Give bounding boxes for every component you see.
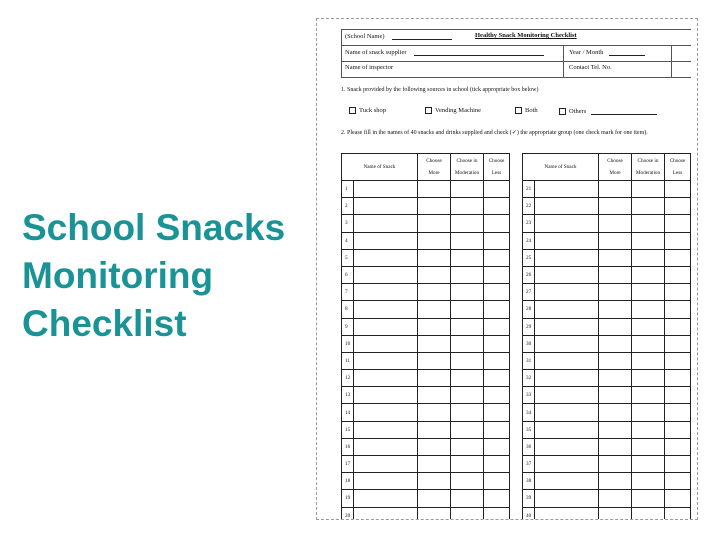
snack-name-cell[interactable] — [535, 490, 599, 507]
header-name-of-snack: Name of Snack — [342, 154, 418, 181]
choose-moderation-cell[interactable] — [451, 232, 484, 249]
row-number: 26 — [523, 266, 535, 283]
row-number: 3 — [342, 215, 354, 232]
contact-label: Contact Tel. No. — [569, 64, 612, 71]
row-number: 27 — [523, 284, 535, 301]
choose-moderation-cell[interactable] — [632, 181, 665, 198]
table-row — [523, 318, 691, 335]
choose-moderation-cell[interactable] — [451, 421, 484, 438]
table-row — [342, 438, 510, 455]
snack-name-cell[interactable] — [535, 198, 599, 215]
question-2: 2. Please fill in the names of 40 snacks and drinks supplied and check (✓) the appropriate group (one check mark for one item). — [341, 130, 648, 136]
choose-more-cell[interactable] — [418, 266, 451, 283]
choose-moderation-cell[interactable] — [632, 438, 665, 455]
choose-moderation-cell[interactable] — [451, 490, 484, 507]
choose-more-cell[interactable] — [418, 335, 451, 352]
choose-less-cell[interactable] — [484, 370, 510, 387]
choose-moderation-cell[interactable] — [451, 198, 484, 215]
table-row — [342, 284, 510, 301]
choose-less-cell[interactable] — [665, 249, 691, 266]
table-row — [523, 421, 691, 438]
row-number: 11 — [342, 352, 354, 369]
row-number: 8 — [342, 301, 354, 318]
choose-moderation-cell[interactable] — [451, 249, 484, 266]
choose-more-cell[interactable] — [418, 232, 451, 249]
choose-moderation-cell[interactable] — [632, 507, 665, 520]
choose-more-cell[interactable] — [599, 507, 632, 520]
table-row — [342, 249, 510, 266]
form-header — [341, 29, 691, 77]
choose-more-cell[interactable] — [599, 421, 632, 438]
choose-less-cell[interactable] — [484, 284, 510, 301]
row-number: 5 — [342, 249, 354, 266]
choose-more-cell[interactable] — [418, 215, 451, 232]
table-row — [523, 266, 691, 283]
snack-name-cell[interactable] — [354, 215, 418, 232]
snack-name-cell[interactable] — [354, 370, 418, 387]
row-number: 21 — [523, 181, 535, 198]
choose-more-cell[interactable] — [599, 404, 632, 421]
option-both[interactable]: Both — [515, 107, 538, 114]
snack-name-cell[interactable] — [535, 387, 599, 404]
choose-more-cell[interactable] — [599, 284, 632, 301]
checkbox-icon[interactable] — [425, 107, 432, 114]
snack-supplier-line — [414, 48, 544, 56]
table-row — [342, 507, 510, 520]
snack-name-cell[interactable] — [354, 352, 418, 369]
choose-moderation-cell[interactable] — [451, 266, 484, 283]
choose-moderation-cell[interactable] — [451, 438, 484, 455]
table-row — [523, 387, 691, 404]
choose-more-cell[interactable] — [418, 421, 451, 438]
choose-more-cell[interactable] — [418, 352, 451, 369]
snack-name-cell[interactable] — [354, 181, 418, 198]
snack-name-cell[interactable] — [354, 507, 418, 520]
row-number: 30 — [523, 335, 535, 352]
header-choose-less: Choose Less — [484, 154, 510, 181]
month-label: Year / Month — [569, 49, 604, 56]
header-choose-more: Choose More — [418, 154, 451, 181]
snack-name-cell[interactable] — [535, 181, 599, 198]
snack-name-cell[interactable] — [354, 456, 418, 473]
choose-less-cell[interactable] — [484, 473, 510, 490]
table-row — [523, 335, 691, 352]
snack-name-cell[interactable] — [354, 490, 418, 507]
choose-moderation-cell[interactable] — [632, 456, 665, 473]
snack-name-cell[interactable] — [535, 318, 599, 335]
table-row — [342, 370, 510, 387]
option-vending-machine[interactable]: Vending Machine — [425, 107, 481, 114]
row-number: 24 — [523, 232, 535, 249]
choose-moderation-cell[interactable] — [632, 301, 665, 318]
choose-moderation-cell[interactable] — [451, 215, 484, 232]
choose-moderation-cell[interactable] — [632, 473, 665, 490]
snack-name-cell[interactable] — [535, 284, 599, 301]
snack-name-cell[interactable] — [354, 266, 418, 283]
slide-title-line-2: Monitoring — [22, 255, 214, 296]
choose-more-cell[interactable] — [418, 249, 451, 266]
row-number: 16 — [342, 438, 354, 455]
choose-less-cell[interactable] — [484, 266, 510, 283]
choose-more-cell[interactable] — [418, 456, 451, 473]
snack-name-cell[interactable] — [354, 404, 418, 421]
table-row — [342, 215, 510, 232]
choose-more-cell[interactable] — [599, 198, 632, 215]
choose-moderation-cell[interactable] — [632, 318, 665, 335]
choose-moderation-cell[interactable] — [451, 387, 484, 404]
row-number: 4 — [342, 232, 354, 249]
row-number: 14 — [342, 404, 354, 421]
choose-less-cell[interactable] — [665, 438, 691, 455]
header-choose-moderation: Choose in Moderation — [632, 154, 665, 181]
row-number: 39 — [523, 490, 535, 507]
table-row — [342, 181, 510, 198]
choose-less-cell[interactable] — [484, 490, 510, 507]
choose-more-cell[interactable] — [418, 198, 451, 215]
snack-name-cell[interactable] — [354, 438, 418, 455]
row-number: 28 — [523, 301, 535, 318]
table-body-left — [342, 181, 510, 521]
choose-moderation-cell[interactable] — [451, 404, 484, 421]
school-name-label: (School Name) — [345, 33, 385, 40]
choose-less-cell[interactable] — [484, 249, 510, 266]
table-row — [342, 198, 510, 215]
choose-more-cell[interactable] — [599, 473, 632, 490]
table-row — [342, 404, 510, 421]
table-row — [342, 456, 510, 473]
option-tuck-shop[interactable]: Tuck shop — [349, 107, 386, 114]
choose-less-cell[interactable] — [665, 335, 691, 352]
row-number: 13 — [342, 387, 354, 404]
choose-less-cell[interactable] — [484, 335, 510, 352]
row-number: 29 — [523, 318, 535, 335]
choose-less-cell[interactable] — [484, 215, 510, 232]
snack-table-left — [341, 153, 510, 520]
snack-name-cell[interactable] — [354, 335, 418, 352]
row-number: 25 — [523, 249, 535, 266]
choose-more-cell[interactable] — [418, 507, 451, 520]
choose-less-cell[interactable] — [665, 421, 691, 438]
choose-more-cell[interactable] — [418, 473, 451, 490]
snack-name-cell[interactable] — [535, 301, 599, 318]
choose-more-cell[interactable] — [418, 387, 451, 404]
table-row — [523, 490, 691, 507]
choose-more-cell[interactable] — [418, 181, 451, 198]
choose-less-cell[interactable] — [484, 456, 510, 473]
snack-name-cell[interactable] — [354, 387, 418, 404]
checklist-document — [316, 18, 698, 520]
choose-moderation-cell[interactable] — [632, 370, 665, 387]
slide-title-line-1: School Snacks — [22, 207, 286, 248]
choose-less-cell[interactable] — [665, 352, 691, 369]
row-number: 9 — [342, 318, 354, 335]
table-row — [523, 232, 691, 249]
slide-title-line-3: Checklist — [22, 303, 187, 344]
choose-more-cell[interactable] — [599, 249, 632, 266]
choose-moderation-cell[interactable] — [632, 284, 665, 301]
snack-name-cell[interactable] — [354, 232, 418, 249]
row-number: 20 — [342, 507, 354, 520]
choose-less-cell[interactable] — [484, 318, 510, 335]
table-row — [342, 352, 510, 369]
choose-less-cell[interactable] — [665, 266, 691, 283]
row-number: 1 — [342, 181, 354, 198]
choose-less-cell[interactable] — [665, 284, 691, 301]
choose-less-cell[interactable] — [665, 198, 691, 215]
table-row — [342, 318, 510, 335]
table-row — [342, 335, 510, 352]
option-others[interactable]: Others — [559, 107, 657, 115]
table-row — [523, 473, 691, 490]
choose-less-cell[interactable] — [484, 301, 510, 318]
table-row — [342, 473, 510, 490]
choose-more-cell[interactable] — [599, 352, 632, 369]
choose-less-cell[interactable] — [665, 473, 691, 490]
school-name-line — [392, 32, 452, 40]
choose-more-cell[interactable] — [599, 232, 632, 249]
choose-less-cell[interactable] — [665, 456, 691, 473]
snack-name-cell[interactable] — [535, 370, 599, 387]
choose-more-cell[interactable] — [599, 335, 632, 352]
snack-table-right — [522, 153, 691, 520]
table-row — [342, 490, 510, 507]
snack-name-cell[interactable] — [354, 284, 418, 301]
choose-less-cell[interactable] — [665, 318, 691, 335]
table-row — [523, 284, 691, 301]
choose-less-cell[interactable] — [484, 181, 510, 198]
choose-moderation-cell[interactable] — [632, 266, 665, 283]
table-row — [342, 266, 510, 283]
table-row — [342, 421, 510, 438]
row-number: 34 — [523, 404, 535, 421]
row-number: 23 — [523, 215, 535, 232]
row-number: 6 — [342, 266, 354, 283]
choose-moderation-cell[interactable] — [451, 284, 484, 301]
choose-moderation-cell[interactable] — [451, 507, 484, 520]
row-number: 35 — [523, 421, 535, 438]
choose-less-cell[interactable] — [484, 198, 510, 215]
row-number: 31 — [523, 352, 535, 369]
snack-name-cell[interactable] — [354, 198, 418, 215]
row-number: 17 — [342, 456, 354, 473]
table-body-right — [523, 181, 691, 521]
choose-more-cell[interactable] — [418, 301, 451, 318]
row-number: 10 — [342, 335, 354, 352]
table-row — [523, 215, 691, 232]
snack-name-cell[interactable] — [535, 404, 599, 421]
choose-less-cell[interactable] — [484, 404, 510, 421]
choose-moderation-cell[interactable] — [451, 181, 484, 198]
row-number: 32 — [523, 370, 535, 387]
others-line — [591, 107, 657, 115]
choose-more-cell[interactable] — [599, 215, 632, 232]
question-1: 1. Snack provided by the following sources in school (tick appropriate box below) — [341, 87, 539, 93]
row-number: 22 — [523, 198, 535, 215]
snack-name-cell[interactable] — [535, 215, 599, 232]
table-row — [523, 507, 691, 520]
choose-moderation-cell[interactable] — [632, 352, 665, 369]
choose-moderation-cell[interactable] — [632, 249, 665, 266]
choose-less-cell[interactable] — [484, 438, 510, 455]
snack-name-cell[interactable] — [535, 249, 599, 266]
snack-name-cell[interactable] — [535, 335, 599, 352]
inspector-label: Name of inspector — [345, 64, 394, 71]
choose-moderation-cell[interactable] — [451, 335, 484, 352]
row-number: 36 — [523, 438, 535, 455]
snack-name-cell[interactable] — [354, 249, 418, 266]
snack-name-cell[interactable] — [535, 232, 599, 249]
snack-name-cell[interactable] — [535, 456, 599, 473]
table-row — [523, 301, 691, 318]
snack-name-cell[interactable] — [535, 352, 599, 369]
table-row — [523, 181, 691, 198]
choose-more-cell[interactable] — [418, 490, 451, 507]
snack-name-cell[interactable] — [535, 421, 599, 438]
choose-less-cell[interactable] — [665, 387, 691, 404]
choose-moderation-cell[interactable] — [451, 456, 484, 473]
choose-moderation-cell[interactable] — [451, 301, 484, 318]
choose-more-cell[interactable] — [599, 456, 632, 473]
choose-less-cell[interactable] — [484, 421, 510, 438]
choose-moderation-cell[interactable] — [632, 421, 665, 438]
slide-title — [22, 204, 322, 348]
checkbox-icon[interactable] — [559, 108, 566, 115]
choose-less-cell[interactable] — [665, 370, 691, 387]
choose-moderation-cell[interactable] — [451, 370, 484, 387]
choose-more-cell[interactable] — [418, 438, 451, 455]
choose-more-cell[interactable] — [599, 318, 632, 335]
choose-moderation-cell[interactable] — [632, 215, 665, 232]
row-number: 2 — [342, 198, 354, 215]
table-row — [523, 404, 691, 421]
month-line — [609, 48, 645, 56]
snack-name-cell[interactable] — [354, 318, 418, 335]
snack-name-cell[interactable] — [354, 473, 418, 490]
table-row — [523, 249, 691, 266]
choose-less-cell[interactable] — [665, 301, 691, 318]
choose-moderation-cell[interactable] — [451, 318, 484, 335]
table-row — [523, 370, 691, 387]
header-choose-more: Choose More — [599, 154, 632, 181]
choose-more-cell[interactable] — [599, 370, 632, 387]
choose-less-cell[interactable] — [665, 507, 691, 520]
row-number: 19 — [342, 490, 354, 507]
choose-more-cell[interactable] — [418, 318, 451, 335]
choose-moderation-cell[interactable] — [632, 490, 665, 507]
choose-less-cell[interactable] — [484, 232, 510, 249]
choose-more-cell[interactable] — [599, 181, 632, 198]
snack-name-cell[interactable] — [354, 301, 418, 318]
snack-name-cell[interactable] — [535, 266, 599, 283]
snack-name-cell[interactable] — [535, 507, 599, 520]
choose-less-cell[interactable] — [665, 232, 691, 249]
table-row — [342, 232, 510, 249]
choose-less-cell[interactable] — [665, 215, 691, 232]
table-row — [342, 387, 510, 404]
row-number: 37 — [523, 456, 535, 473]
choose-moderation-cell[interactable] — [451, 352, 484, 369]
choose-less-cell[interactable] — [484, 387, 510, 404]
row-number: 38 — [523, 473, 535, 490]
snack-name-cell[interactable] — [354, 421, 418, 438]
choose-more-cell[interactable] — [599, 490, 632, 507]
choose-more-cell[interactable] — [418, 284, 451, 301]
table-row — [523, 438, 691, 455]
choose-more-cell[interactable] — [599, 387, 632, 404]
choose-less-cell[interactable] — [665, 404, 691, 421]
row-number: 12 — [342, 370, 354, 387]
choose-moderation-cell[interactable] — [632, 387, 665, 404]
choose-less-cell[interactable] — [665, 181, 691, 198]
snack-name-cell[interactable] — [535, 473, 599, 490]
row-number: 33 — [523, 387, 535, 404]
row-number: 15 — [342, 421, 354, 438]
choose-moderation-cell[interactable] — [632, 404, 665, 421]
header-choose-moderation: Choose in Moderation — [451, 154, 484, 181]
snack-supplier-label: Name of snack supplier — [345, 49, 407, 56]
header-choose-less: Choose Less — [665, 154, 691, 181]
choose-more-cell[interactable] — [599, 301, 632, 318]
snack-name-cell[interactable] — [535, 438, 599, 455]
choose-moderation-cell[interactable] — [451, 473, 484, 490]
row-number: 18 — [342, 473, 354, 490]
header-name-of-snack: Name of Snack — [523, 154, 599, 181]
choose-more-cell[interactable] — [418, 404, 451, 421]
choose-less-cell[interactable] — [484, 507, 510, 520]
choose-moderation-cell[interactable] — [632, 198, 665, 215]
table-row — [523, 456, 691, 473]
row-number: 40 — [523, 507, 535, 520]
table-row — [342, 301, 510, 318]
table-row — [523, 352, 691, 369]
checkbox-icon[interactable] — [349, 107, 356, 114]
table-row — [523, 198, 691, 215]
choose-less-cell[interactable] — [665, 490, 691, 507]
checkbox-icon[interactable] — [515, 107, 522, 114]
form-title: Healthy Snack Monitoring Checklist — [475, 32, 577, 39]
choose-less-cell[interactable] — [484, 352, 510, 369]
choose-more-cell[interactable] — [599, 266, 632, 283]
choose-more-cell[interactable] — [599, 438, 632, 455]
choose-moderation-cell[interactable] — [632, 335, 665, 352]
row-number: 7 — [342, 284, 354, 301]
choose-more-cell[interactable] — [418, 370, 451, 387]
choose-moderation-cell[interactable] — [632, 232, 665, 249]
